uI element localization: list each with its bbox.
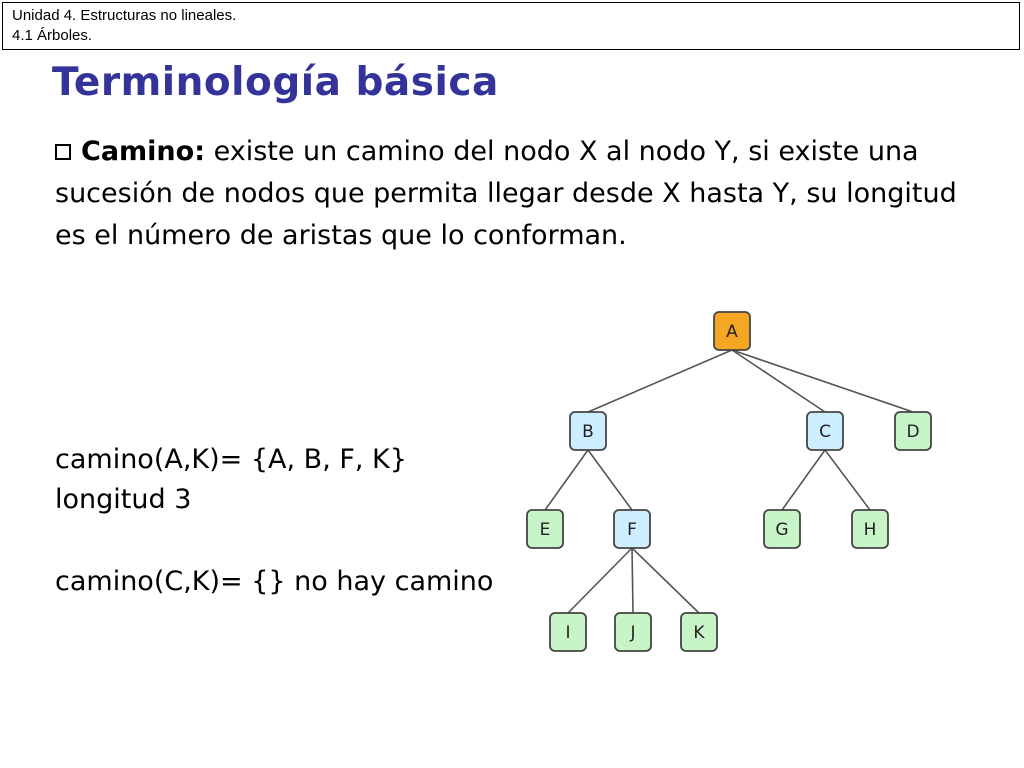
tree-node-H [852,510,888,548]
tree-diagram [520,302,936,654]
tree-node-label: A [726,322,738,342]
definition-paragraph [55,131,985,257]
definition-term: Camino: [81,136,205,167]
tree-node-label: B [582,422,594,442]
tree-node-B [570,412,606,450]
tree-node-D [895,412,931,450]
example-path-ak: camino(A,K)= {A, B, F, K} [55,444,407,475]
tree-edge-F-J [632,548,633,613]
slide-header [2,2,1020,50]
tree-node-K [681,613,717,651]
definition-text: existe un camino del nodo X al nodo Y, si existe una sucesión de nodos que permita llegar desde X hasta Y, su longitud es el número de aristas que lo conforman. [55,136,957,251]
tree-node-C [807,412,843,450]
tree-node-label: F [627,520,637,540]
header-section: 4.1 Árboles. [12,27,93,44]
tree-node-label: J [630,623,636,643]
tree-node-label: I [565,623,571,643]
tree-node-J [615,613,651,651]
tree-node-A [714,312,750,350]
tree-node-G [764,510,800,548]
example-length-ak: longitud 3 [55,484,192,515]
tree-node-label: C [819,422,831,442]
tree-node-label: G [775,520,789,540]
tree-node-label: K [693,623,705,643]
tree-node-E [527,510,563,548]
tree-node-F [614,510,650,548]
slide-title: Terminología básica [52,60,499,105]
header-unit: Unidad 4. Estructuras no lineales. [12,7,237,24]
tree-node-I [550,613,586,651]
tree-node-label: E [539,520,551,540]
tree-node-label: D [906,422,920,442]
tree-node-label: H [863,520,877,540]
checkbox-bullet-icon [55,144,71,160]
example-path-ck: camino(C,K)= {} no hay camino [55,566,494,597]
